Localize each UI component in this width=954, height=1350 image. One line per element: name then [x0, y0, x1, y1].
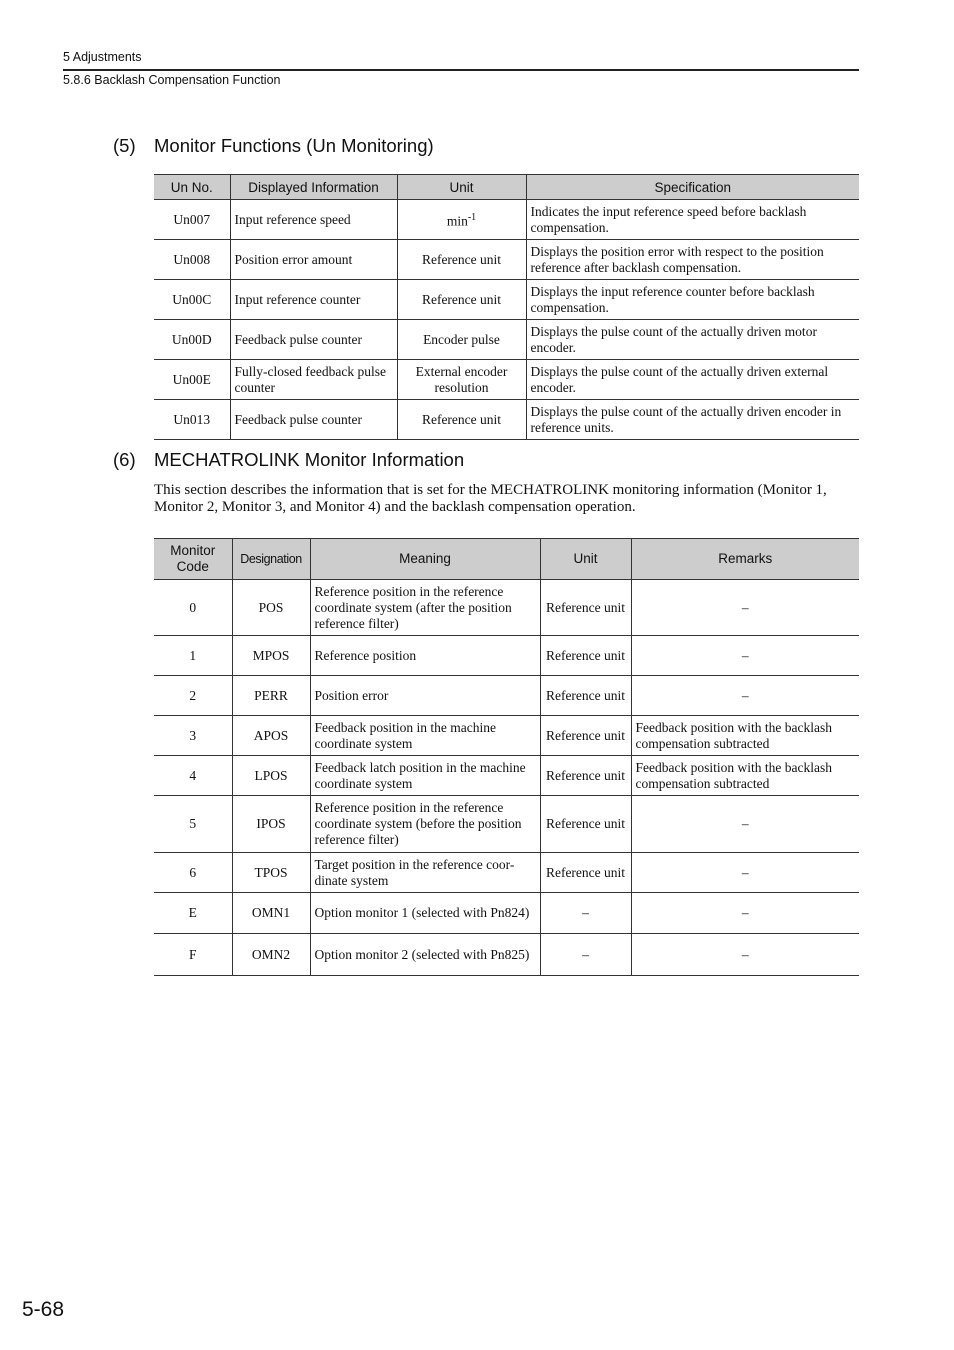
table-row — [154, 796, 859, 853]
unit-text: – — [540, 893, 631, 934]
displayed-information: Position error amount — [230, 240, 397, 280]
table-row — [154, 636, 859, 676]
un-number: Un00C — [154, 280, 230, 320]
monitor-code: 4 — [154, 756, 232, 796]
meaning: Option monitor 2 (selected with Pn825) — [310, 934, 540, 976]
remarks: – — [631, 580, 859, 636]
section-6-paragraph: This section describes the information that is set for the MECHATROLINK monitoring information (Monitor 1, Monitor 2, Monitor 3, and Monitor 4) and the backlash compensation operation. — [154, 482, 827, 515]
header-rule — [63, 69, 859, 71]
table-row — [154, 360, 859, 400]
mechatrolink-monitor-table — [154, 538, 859, 976]
remarks: Feedback position with the backlash compensation subtracted — [631, 756, 859, 796]
displayed-information: Feedback pulse counter — [230, 320, 397, 360]
designation: APOS — [232, 716, 310, 756]
monitor-code: 2 — [154, 676, 232, 716]
displayed-information: Fully-closed feedback pulse counter — [230, 360, 397, 400]
col-header-unit: Unit — [540, 539, 631, 580]
table-row — [154, 580, 859, 636]
table-row — [154, 200, 859, 240]
col-header-meaning: Meaning — [310, 539, 540, 580]
table-row — [154, 934, 859, 976]
meaning: Feedback latch position in the machine coordinate system — [310, 756, 540, 796]
unit-text: – — [540, 934, 631, 976]
designation: OMN2 — [232, 934, 310, 976]
unit-text: Reference unit — [540, 756, 631, 796]
monitor-code: 1 — [154, 636, 232, 676]
table-row — [154, 676, 859, 716]
unit-text: Reference unit — [540, 716, 631, 756]
remarks: – — [631, 676, 859, 716]
remarks: – — [631, 636, 859, 676]
unit-text: Reference unit — [540, 580, 631, 636]
unit-text: Reference unit — [540, 676, 631, 716]
designation: IPOS — [232, 796, 310, 853]
designation: LPOS — [232, 756, 310, 796]
unit-text: Reference unit — [540, 636, 631, 676]
table-row — [154, 320, 859, 360]
meaning: Reference position in the reference coordinate system (after the position reference filter) — [310, 580, 540, 636]
remarks: – — [631, 893, 859, 934]
monitor-code: F — [154, 934, 232, 976]
page-number: 5-68 — [22, 1298, 65, 1321]
monitor-code: 0 — [154, 580, 232, 636]
meaning: Target position in the reference coor-dinate system — [310, 853, 540, 893]
monitor-code: 5 — [154, 796, 232, 853]
remarks: – — [631, 934, 859, 976]
specification: Displays the position error with respect to the position reference after backlash compensation. — [526, 240, 859, 280]
col-header-displayed-information: Displayed Information — [230, 175, 397, 200]
table-header-row — [154, 539, 859, 580]
table-row — [154, 893, 859, 934]
un-number: Un008 — [154, 240, 230, 280]
unit-text: External encoder resolution — [397, 360, 526, 400]
remarks: – — [631, 853, 859, 893]
col-header-unit: Unit — [397, 175, 526, 200]
un-number: Un007 — [154, 200, 230, 240]
specification: Displays the pulse count of the actually driven external encoder. — [526, 360, 859, 400]
table-row — [154, 853, 859, 893]
unit-cell — [397, 200, 526, 240]
remarks: Feedback position with the backlash compensation subtracted — [631, 716, 859, 756]
designation: POS — [232, 580, 310, 636]
unit-text: Reference unit — [397, 280, 526, 320]
table-row — [154, 280, 859, 320]
unit-text: Reference unit — [540, 853, 631, 893]
unit-text: min — [446, 213, 468, 229]
un-number: Un00E — [154, 360, 230, 400]
section-6-number: (6) — [113, 449, 136, 470]
col-header-specification: Specification — [526, 175, 859, 200]
meaning: Feedback position in the machine coordinate system — [310, 716, 540, 756]
col-header-designation: Designation — [232, 539, 310, 580]
remarks: – — [631, 796, 859, 853]
monitor-code: 6 — [154, 853, 232, 893]
un-number: Un00D — [154, 320, 230, 360]
section-6-title: MECHATROLINK Monitor Information — [154, 449, 465, 470]
section-5-number: (5) — [113, 135, 136, 156]
meaning: Reference position — [310, 636, 540, 676]
unit-text: Reference unit — [540, 796, 631, 853]
unit-text: Reference unit — [397, 400, 526, 440]
col-header-monitor-code: Monitor Code — [154, 539, 232, 580]
meaning: Option monitor 1 (selected with Pn824) — [310, 893, 540, 934]
un-monitoring-table — [154, 174, 859, 440]
table-row — [154, 240, 859, 280]
table-row — [154, 716, 859, 756]
col-header-un-no: Un No. — [154, 175, 230, 200]
unit-text: Reference unit — [397, 240, 526, 280]
designation: OMN1 — [232, 893, 310, 934]
unit-text: Encoder pulse — [397, 320, 526, 360]
meaning: Position error — [310, 676, 540, 716]
section-5-heading — [113, 135, 434, 157]
table-row — [154, 756, 859, 796]
specification: Displays the pulse count of the actually driven encoder in reference units. — [526, 400, 859, 440]
displayed-information: Input reference speed — [230, 200, 397, 240]
table-row — [154, 400, 859, 440]
meaning: Reference position in the reference coordinate system (before the position reference filter) — [310, 796, 540, 853]
specification: Indicates the input reference speed before backlash compensation. — [526, 200, 859, 240]
section-6-heading — [113, 449, 464, 471]
designation: MPOS — [232, 636, 310, 676]
col-header-remarks: Remarks — [631, 539, 859, 580]
displayed-information: Feedback pulse counter — [230, 400, 397, 440]
designation: PERR — [232, 676, 310, 716]
monitor-code: E — [154, 893, 232, 934]
un-number: Un013 — [154, 400, 230, 440]
specification: Displays the input reference counter before backlash compensation. — [526, 280, 859, 320]
designation: TPOS — [232, 853, 310, 893]
running-header-chapter: 5 Adjustments — [63, 50, 142, 64]
monitor-code: 3 — [154, 716, 232, 756]
specification: Displays the pulse count of the actually driven motor encoder. — [526, 320, 859, 360]
section-5-title: Monitor Functions (Un Monitoring) — [154, 135, 434, 156]
displayed-information: Input reference counter — [230, 280, 397, 320]
unit-superscript: -1 — [467, 211, 477, 223]
running-header-section: 5.8.6 Backlash Compensation Function — [63, 73, 281, 87]
table-header-row — [154, 175, 859, 200]
